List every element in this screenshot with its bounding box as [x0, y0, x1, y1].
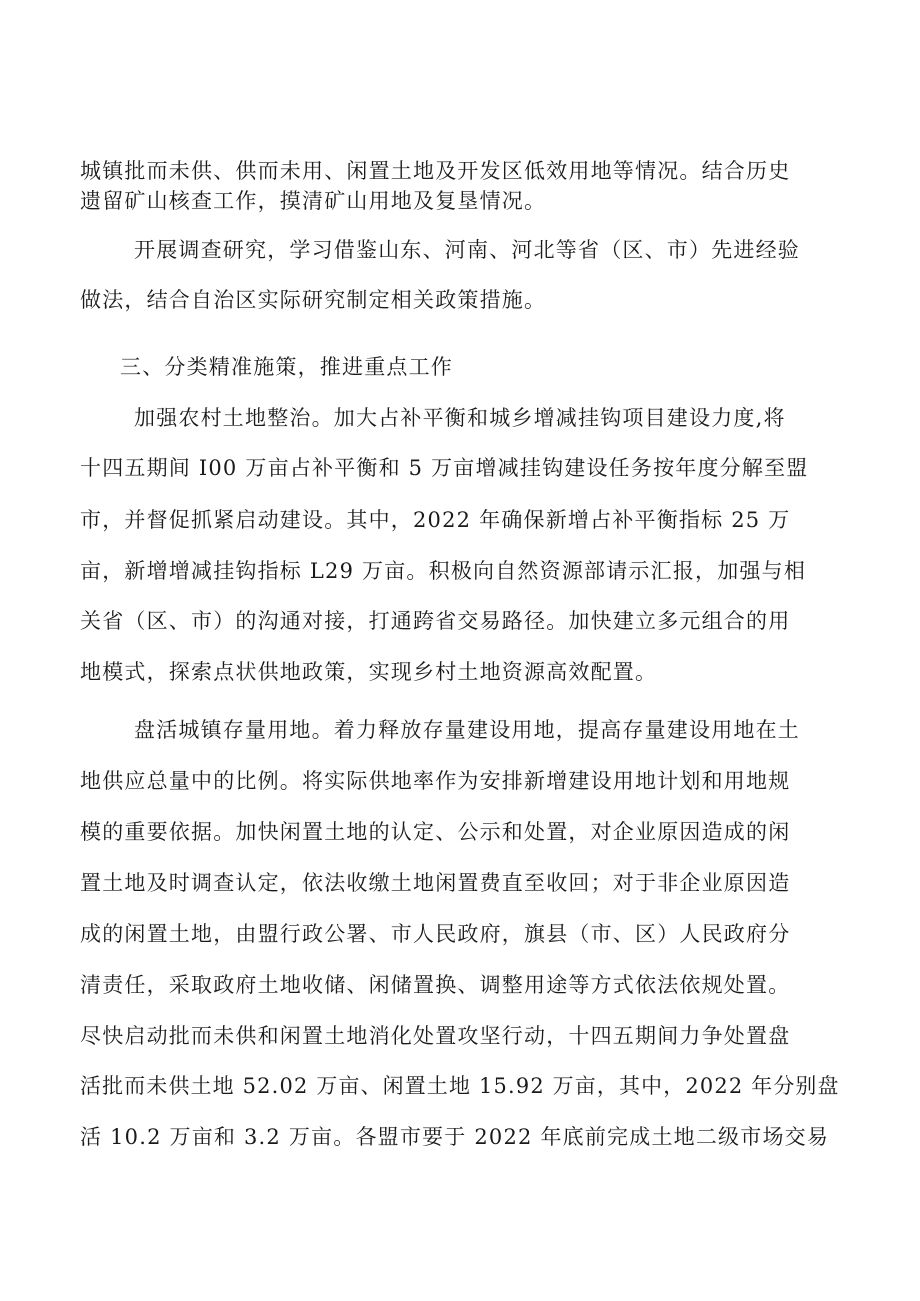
p4-line-4: 置土地及时调查认定，依法收缴土地闲置费直至收回；对于非企业原因造 — [80, 871, 791, 895]
p4-line-8: 活批而未供土地 52.02 万亩、闲置土地 15.92 万亩，其中，2022 年分别盘 — [80, 1074, 840, 1098]
p4-line-3: 模的重要依据。加快闲置土地的认定、公示和处置，对企业原因造成的闲 — [80, 820, 791, 844]
p3-line-3: 市，并督促抓紧启动建设。其中，2022 年确保新增占补平衡指标 25 万 — [80, 508, 791, 532]
p4-line-2: 地供应总量中的比例。将实际供地率作为安排新增建设用地计划和用地规 — [80, 769, 791, 793]
p1-line-1: 城镇批而未供、供而未用、闲置土地及开发区低效用地等情况。结合历史 — [80, 159, 791, 183]
p4-line-7: 尽快启动批而未供和闲置土地消化处置攻坚行动，十四五期间力争处置盘 — [80, 1024, 791, 1048]
p3-line-6: 地模式，探索点状供地政策，实现乡村土地资源高效配置。 — [80, 660, 658, 684]
p4-line-6: 清责任，采取政府土地收储、闲储置换、调整用途等方式依法依规处置。 — [80, 973, 791, 997]
p3-line-1: 加强农村土地整治。加大占补平衡和城乡增减挂钩项目建设力度,将 — [134, 406, 786, 430]
p1-line-2: 遗留矿山核查工作，摸清矿山用地及复垦情况。 — [80, 189, 547, 213]
p3-line-5: 关省（区、市）的沟通对接，打通跨省交易路径。加快建立多元组合的用 — [80, 609, 791, 633]
p4-line-9: 活 10.2 万亩和 3.2 万亩。各盟市要于 2022 年底前完成土地二级市场交易 — [80, 1125, 830, 1149]
p4-line-1: 盘活城镇存量用地。着力释放存量建设用地，提高存量建设用地在土 — [134, 718, 800, 742]
p3-line-2: 十四五期间 I00 万亩占补平衡和 5 万亩增减挂钩建设任务按年度分解至盟 — [80, 456, 809, 480]
p2-line-2: 做法，结合自治区实际研究制定相关政策措施。 — [80, 288, 547, 312]
p2-line-1: 开展调查研究，学习借鉴山东、河南、河北等省（区、市）先进经验 — [134, 238, 800, 262]
section-heading: 三、分类精准施策，推进重点工作 — [120, 355, 453, 379]
p4-line-5: 成的闲置土地，由盟行政公署、市人民政府，旗县（市、区）人民政府分 — [80, 922, 791, 946]
p3-line-4: 亩，新增增减挂钩指标 L29 万亩。积极向自然资源部请示汇报，加强与相 — [80, 559, 807, 583]
